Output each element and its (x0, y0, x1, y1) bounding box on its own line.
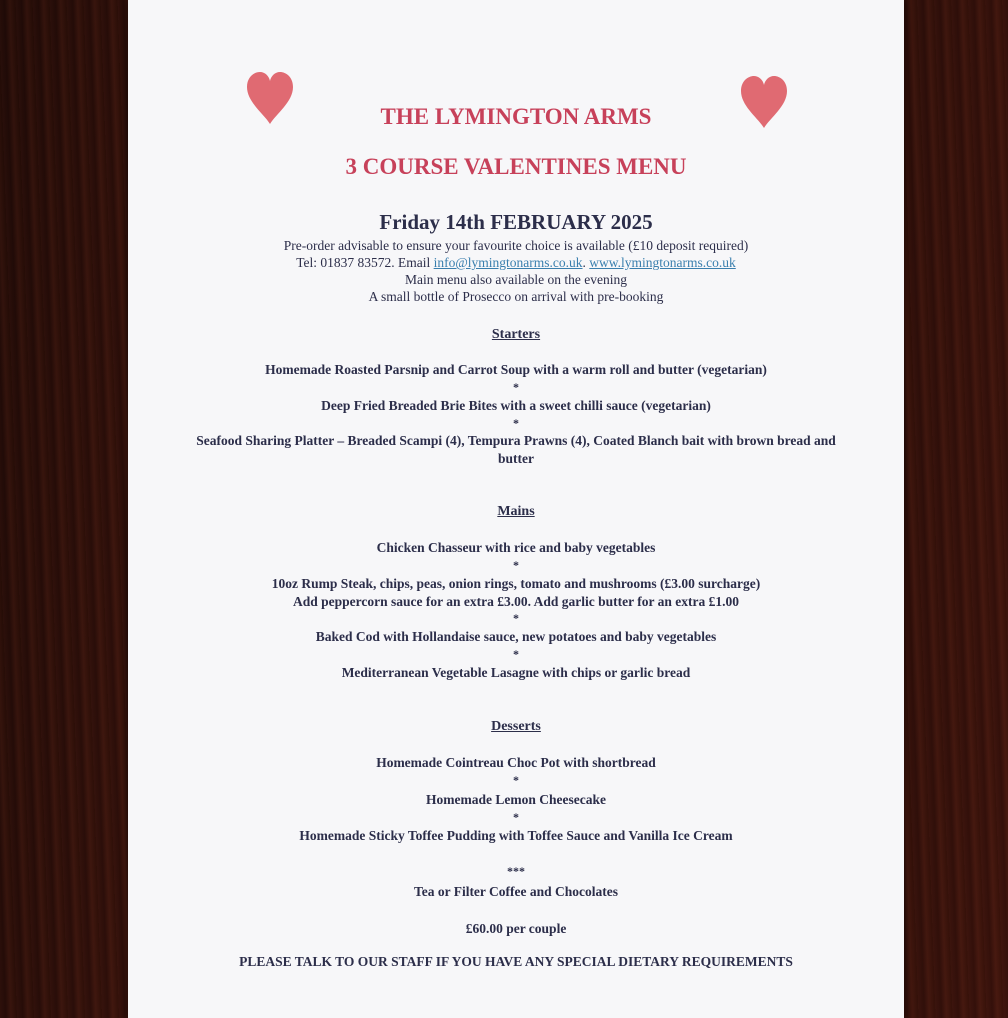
dietary-notice: PLEASE TALK TO OUR STAFF IF YOU HAVE ANY SPECIAL DIETARY REQUIREMENTS (239, 954, 793, 969)
main-menu-note: Main menu also available on the evening (405, 272, 627, 287)
item-separator: * (513, 773, 519, 787)
menu-paper (128, 0, 904, 1018)
coffee-line: Tea or Filter Coffee and Chocolates (413, 884, 619, 899)
main-item: 10oz Rump Steak, chips, peas, onion rings, tomato and mushrooms (£3.00 surcharge) (271, 576, 761, 591)
dessert-item: Homemade Sticky Toffee Pudding with Toffee Sauce and Vanilla Ice Cream (299, 828, 733, 843)
main-item: Baked Cod with Hollandaise sauce, new potatoes and baby vegetables (315, 629, 717, 644)
dessert-item: Homemade Cointreau Choc Pot with shortbread (376, 755, 656, 770)
prosecco-note: A small bottle of Prosecco on arrival with pre-booking (368, 289, 664, 304)
website-link[interactable]: www.lymingtonarms.co.uk (589, 255, 736, 270)
email-link[interactable]: info@lymingtonarms.co.uk (433, 255, 583, 270)
mains-heading: Mains (497, 504, 535, 519)
item-separator: * (513, 416, 519, 430)
desserts-heading: Desserts (491, 719, 541, 734)
menu-title: 3 COURSE VALENTINES MENU (345, 154, 687, 179)
item-separator: * (513, 810, 519, 824)
contact-line (128, 254, 904, 271)
starters-heading: Starters (491, 327, 541, 342)
item-separator: * (513, 558, 519, 572)
starter-item: Homemade Roasted Parsnip and Carrot Soup with a warm roll and butter (vegetarian) (265, 362, 767, 377)
item-separator: * (513, 380, 519, 394)
starter-item: Deep Fried Breaded Brie Bites with a sweet chilli sauce (vegetarian) (321, 398, 711, 413)
section-separator: *** (507, 864, 525, 878)
restaurant-name: THE LYMINGTON ARMS (380, 104, 652, 129)
item-separator: * (513, 611, 519, 625)
phone-text: Tel: 01837 83572. Email (296, 255, 434, 270)
contact-separator: . (582, 255, 590, 270)
main-item: Chicken Chasseur with rice and baby vegetables (376, 540, 656, 555)
main-item: Mediterranean Vegetable Lasagne with chips or garlic bread (341, 665, 691, 680)
starter-item: Seafood Sharing Platter – Breaded Scampi (4), Tempura Prawns (4), Coated Blanch bait with brown bread and butter (196, 433, 836, 466)
price-line: £60.00 per couple (465, 921, 567, 936)
event-date: Friday 14th FEBRUARY 2025 (379, 210, 653, 234)
item-separator: * (513, 647, 519, 661)
main-item-addon: Add peppercorn sauce for an extra £3.00. Add garlic butter for an extra £1.00 (293, 594, 739, 609)
dessert-item: Homemade Lemon Cheesecake (426, 792, 606, 807)
preorder-note: Pre-order advisable to ensure your favourite choice is available (£10 deposit required) (283, 238, 749, 253)
